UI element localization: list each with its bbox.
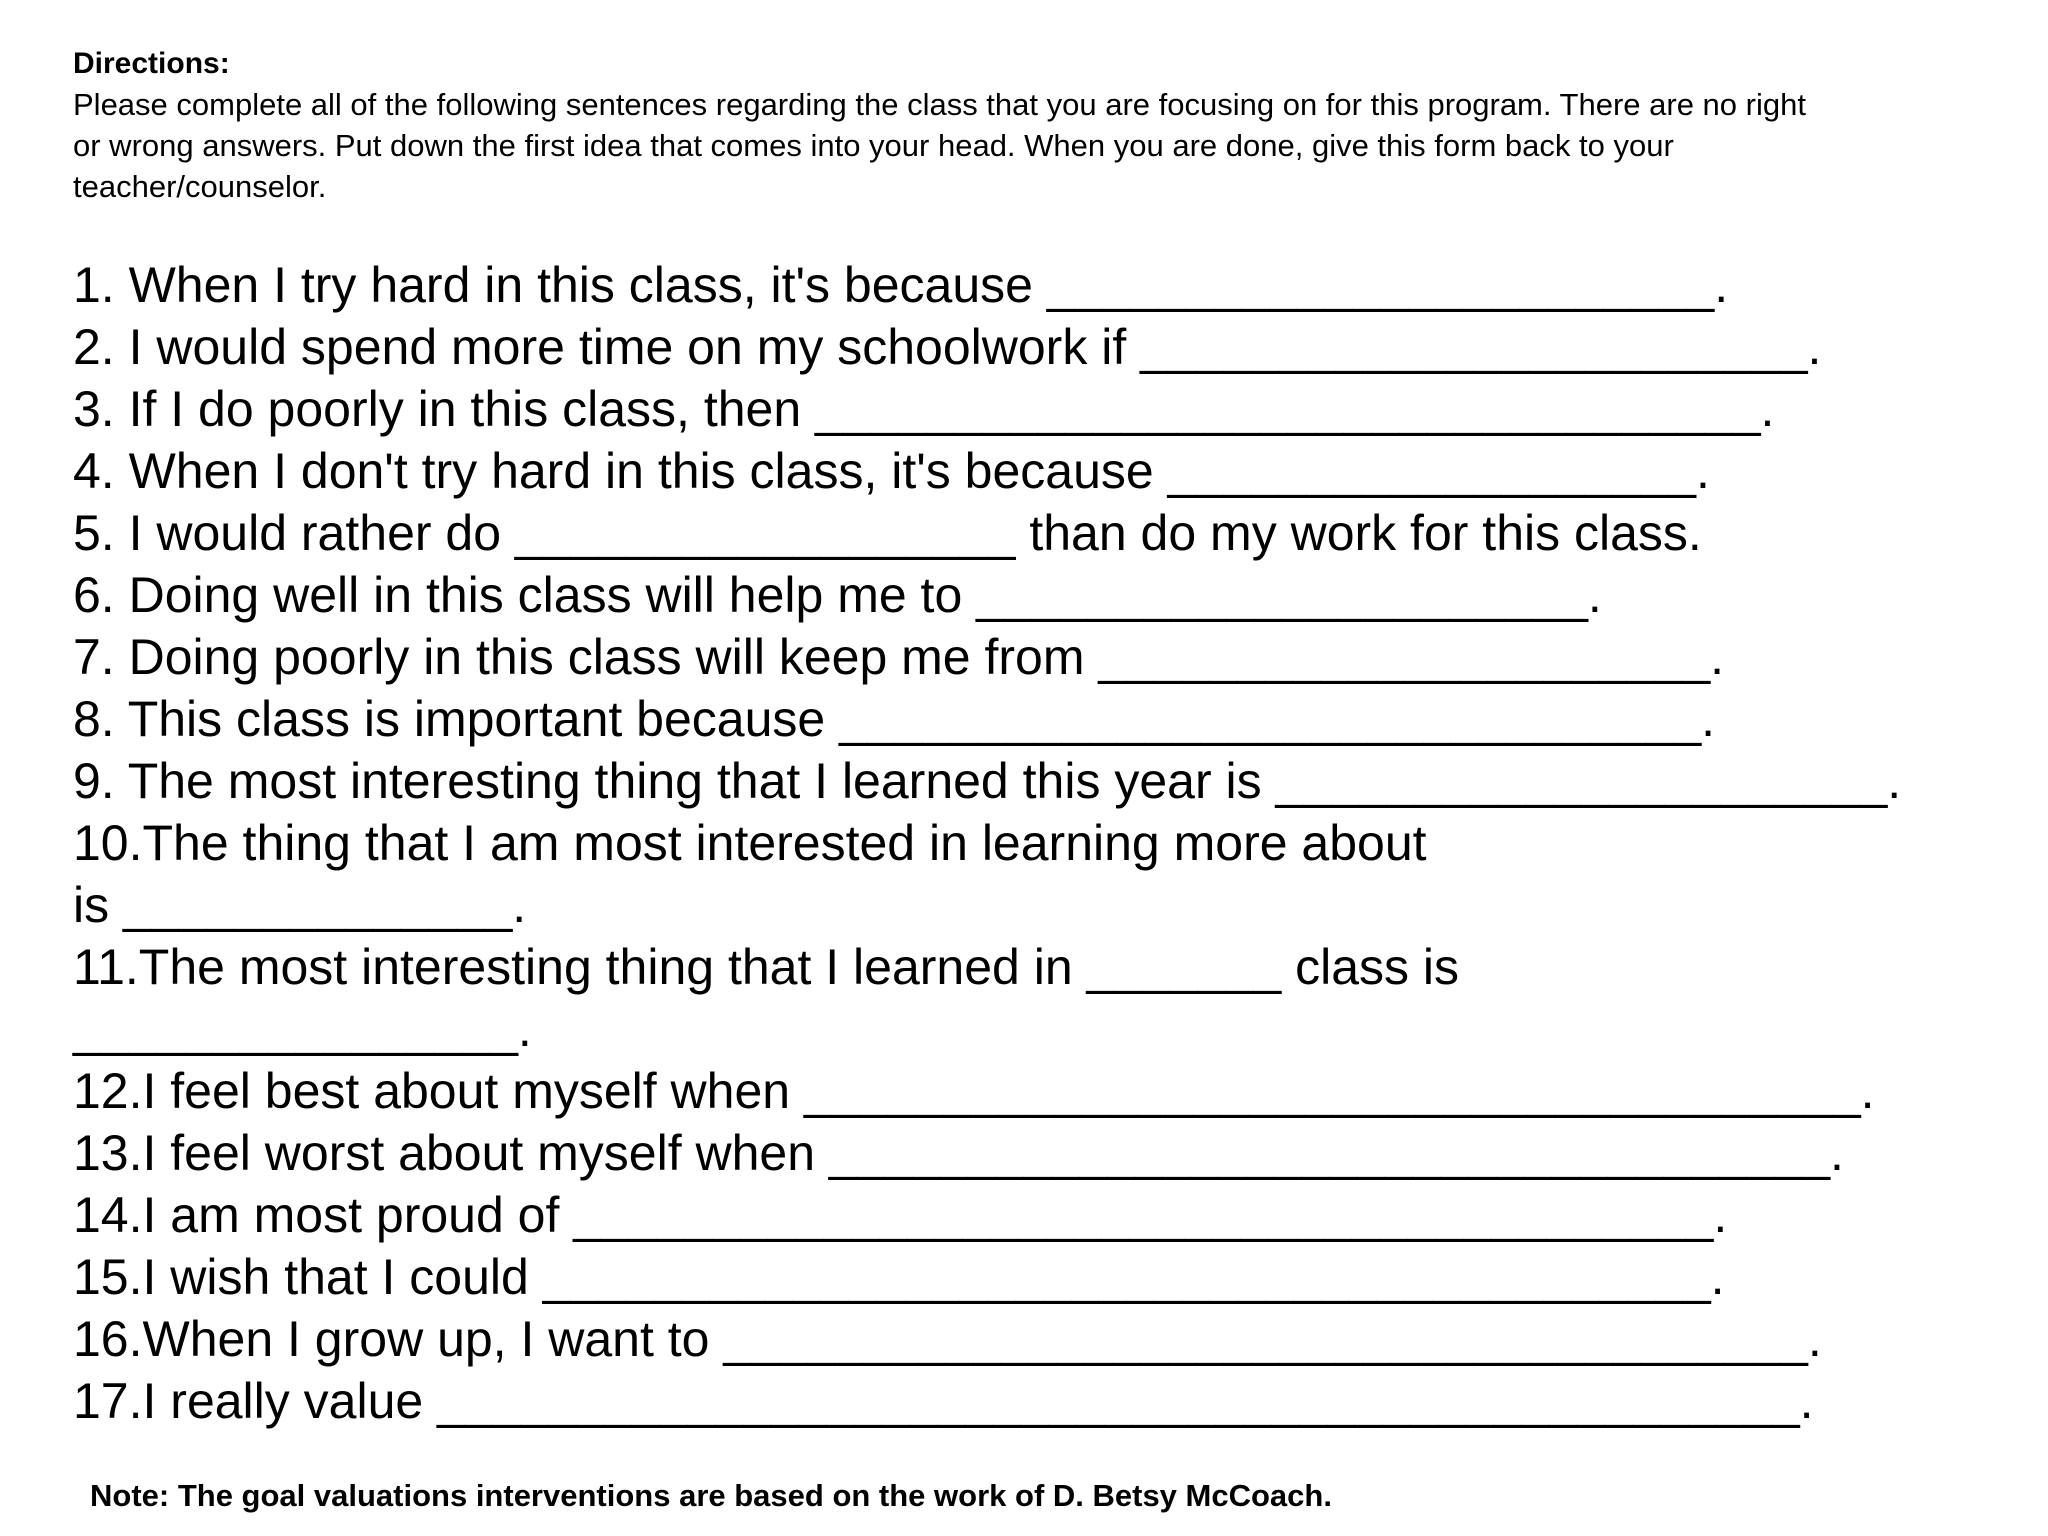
sentence-item-10-continued: is ______________. [73,877,527,933]
attribution-note: Note: The goal valuations interventions are based on the work of D. Betsy McCoach. [90,1478,1332,1513]
directions-title: Directions: [73,47,230,80]
sentence-list [73,254,2033,1432]
sentence-item-11: 11.The most interesting thing that I learned in _______ class is [73,939,1460,995]
sentence-item-16: 16.When I grow up, I want to _______________________________________. [73,1311,1822,1367]
sentence-item-8: 8. This class is important because _______________________________. [73,691,1716,747]
sentence-item-3: 3. If I do poorly in this class, then __________________________________. [73,381,1775,437]
directions-line: teacher/counselor. [73,169,327,204]
sentence-item-11-continued: ________________. [73,1001,532,1057]
directions-line: or wrong answers. Put down the first idea that comes into your head. When you are done, give this form back to your [73,128,1674,163]
sentence-item-15: 15.I wish that I could __________________________________________. [73,1249,1725,1305]
sentence-item-13: 13.I feel worst about myself when ____________________________________. [73,1125,1844,1181]
sentence-item-17: 17.I really value _________________________________________________. [73,1373,1814,1429]
sentence-item-14: 14.I am most proud of _________________________________________. [73,1187,1728,1243]
sentence-item-6: 6. Doing well in this class will help me to ______________________. [73,567,1602,623]
sentence-item-9: 9. The most interesting thing that I learned this year is ______________________. [73,753,1902,809]
sentence-item-10: 10.The thing that I am most interested in learning more about [73,815,1427,871]
sentence-item-7: 7. Doing poorly in this class will keep me from ______________________. [73,629,1725,685]
sentence-item-5: 5. I would rather do __________________ than do my work for this class. [73,505,1702,561]
sentence-item-1: 1. When I try hard in this class, it's because ________________________. [73,257,1729,313]
directions-line: Please complete all of the following sentences regarding the class that you are focusing on for this program. There are no right [73,87,1806,122]
sentence-item-4: 4. When I don't try hard in this class, it's because ___________________. [73,443,1710,499]
directions-block [73,44,2023,207]
sentence-item-2: 2. I would spend more time on my schoolwork if ________________________. [73,319,1822,375]
sentence-item-12: 12.I feel best about myself when ______________________________________. [73,1063,1875,1119]
